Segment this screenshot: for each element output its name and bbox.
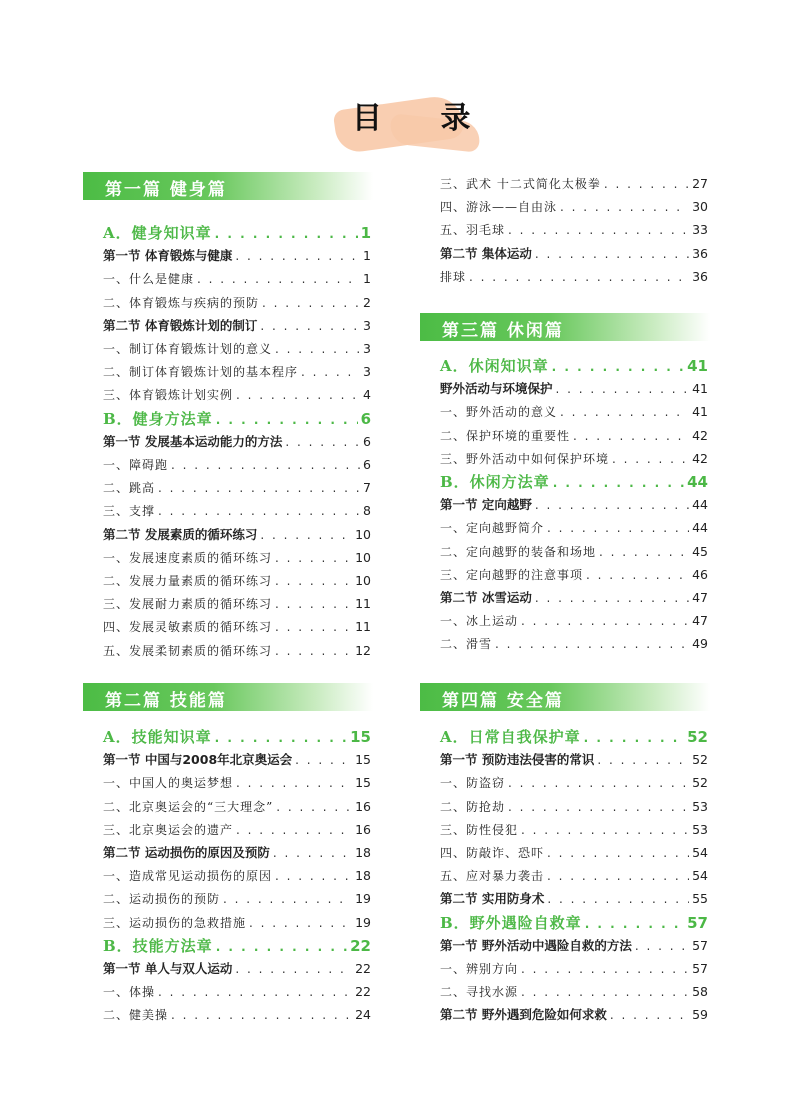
toc-page-number: 2 (363, 294, 371, 310)
toc-section-entry (103, 318, 371, 334)
toc-page-number: 18 (355, 868, 371, 884)
toc-page-number: 52 (692, 752, 708, 768)
toc-page-number: 19 (355, 891, 371, 907)
toc-entry-title: 第二节 体育锻炼计划的制订 (103, 317, 258, 333)
toc-entry-title: 二、运动损伤的预防 (103, 892, 221, 907)
toc-page-number: 55 (692, 891, 708, 907)
toc-dot-leader (275, 643, 352, 659)
toc-subsection-entry (103, 503, 371, 519)
toc-page-number: 22 (355, 961, 371, 976)
toc-dot-leader (552, 359, 684, 375)
toc-subsection-entry (103, 550, 371, 566)
toc-section-entry (440, 381, 708, 397)
toc-entry-title: 二、防抢劫 (440, 799, 506, 814)
toc-entry-title: 一、什么是健康 (103, 272, 195, 287)
toc-dot-leader (547, 868, 689, 884)
toc-subsection-entry (440, 845, 708, 861)
toc-section-entry (103, 527, 371, 543)
toc-dot-leader (275, 868, 352, 884)
toc-subsection-entry (440, 222, 708, 238)
toc-page-number: 7 (363, 480, 371, 496)
toc-page-number: 3 (363, 364, 371, 380)
toc-dot-leader (171, 1007, 352, 1023)
toc-dot-leader (553, 475, 684, 491)
toc-page-number: 42 (692, 427, 708, 443)
toc-page-number: 41 (692, 404, 708, 420)
toc-dot-leader (197, 271, 360, 287)
toc-section-entry (440, 497, 708, 513)
toc-page-number: 15 (350, 728, 371, 746)
toc-entry-title: 一、定向越野简介 (440, 521, 545, 536)
toc-dot-leader (158, 503, 360, 519)
toc-page-number: 41 (692, 381, 708, 397)
part-banner (83, 683, 373, 711)
toc-page-number: 10 (355, 573, 371, 588)
part-banner-title: 第四篇 安全篇 (442, 691, 564, 711)
toc-page-number: 15 (355, 752, 371, 768)
toc-page-number: 18 (355, 845, 371, 860)
toc-dot-leader (556, 381, 690, 397)
toc-entry-title: 二、发展力量素质的循环练习 (103, 574, 273, 588)
toc-page-number: 6 (360, 409, 371, 428)
toc-dot-leader (275, 596, 352, 612)
toc-dot-leader (273, 845, 352, 861)
toc-subsection-entry (103, 364, 371, 380)
toc-dot-leader (260, 527, 352, 543)
toc-entry-title: 一、辨别方向 (440, 962, 519, 976)
toc-entry-title: 二、保护环境的重要性 (440, 428, 571, 443)
page-title-block (330, 88, 495, 150)
toc-chapter-entry (440, 915, 708, 932)
toc-dot-leader (635, 938, 689, 954)
toc-dot-leader (158, 480, 360, 496)
toc-entry-title: 第一节 中国与2008年北京奥运会 (103, 752, 293, 768)
toc-subsection-entry (440, 984, 708, 1000)
toc-section-entry (103, 434, 371, 450)
toc-page-number: 42 (692, 450, 708, 466)
toc-section-entry (440, 891, 708, 907)
toc-subsection-entry (103, 984, 371, 1000)
toc-chapter-entry (103, 729, 371, 746)
toc-subsection-entry (103, 457, 371, 473)
toc-subsection-entry (440, 613, 708, 629)
toc-chapter-entry (103, 411, 371, 428)
toc-dot-leader (276, 799, 352, 815)
toc-entry-title: 二、体育锻炼与疾病的预防 (103, 295, 260, 310)
toc-subsection-entry (103, 596, 371, 612)
toc-page-number: 33 (692, 222, 708, 238)
toc-entry-title: 四、游泳——自由泳 (440, 200, 558, 215)
toc-entry-title: 三、防性侵犯 (440, 822, 519, 837)
toc-entry-title: 三、北京奥运会的遗产 (103, 822, 234, 837)
toc-page-number: 36 (692, 245, 708, 261)
toc-entry-title: 第二节 实用防身术 (440, 891, 545, 907)
toc-dot-leader (249, 915, 352, 931)
toc-entry-title: 三、野外活动中如何保护环境 (440, 451, 610, 466)
toc-chapter-entry (103, 938, 371, 955)
toc-dot-leader (535, 497, 689, 513)
toc-dot-leader (535, 246, 689, 262)
toc-entry-title: 五、羽毛球 (440, 223, 506, 238)
toc-entry-title: 四、发展灵敏素质的循环练习 (103, 620, 273, 635)
toc-page-number: 52 (687, 728, 708, 746)
toc-section-entry (440, 938, 708, 954)
toc-page-number: 16 (355, 798, 371, 814)
toc-dot-leader (597, 752, 689, 768)
toc-subsection-entry (103, 915, 371, 931)
toc-page-number: 44 (692, 497, 708, 513)
toc-entry-title: 第二节 集体运动 (440, 245, 532, 261)
toc-entry-title: 三、武术 十二式简化太极拳 (440, 177, 601, 191)
toc-subsection-entry (440, 961, 708, 977)
toc-page-number: 6 (363, 457, 371, 472)
toc-entry-title: 排球 (440, 269, 467, 284)
toc-subsection-entry (103, 643, 371, 659)
toc-entry-title: 第二节 发展素质的循环练习 (103, 526, 258, 542)
toc-dot-leader (275, 550, 352, 566)
toc-page-number: 15 (355, 775, 371, 791)
toc-entry-title: B．休闲方法章 (440, 473, 550, 491)
toc-page-number: 24 (355, 1007, 371, 1023)
toc-entry-title: 一、造成常见运动损伤的原因 (103, 869, 273, 884)
toc-subsection-entry (103, 573, 371, 589)
toc-page-number: 1 (363, 248, 371, 264)
toc-page-number: 46 (692, 566, 708, 582)
toc-page-number: 36 (692, 268, 708, 284)
toc-entry-title: 一、中国人的奥运梦想 (103, 776, 234, 791)
toc-entry-title: 一、发展速度素质的循环练习 (103, 550, 273, 565)
toc-entry-title: 二、健美操 (103, 1008, 169, 1023)
toc-subsection-entry (103, 868, 371, 884)
toc-page-number: 58 (692, 984, 708, 1000)
toc-page-number: 22 (355, 984, 371, 1000)
toc-page-number: 11 (355, 619, 371, 635)
toc-page-number: 59 (692, 1007, 708, 1023)
toc-dot-leader (560, 199, 689, 215)
toc-subsection-entry (440, 868, 708, 884)
toc-dot-leader (547, 845, 689, 861)
toc-dot-leader (223, 891, 352, 907)
toc-entry-title: 第一节 预防违法侵害的常识 (440, 752, 595, 768)
toc-section-entry (440, 246, 708, 262)
toc-page-number: 47 (692, 613, 708, 629)
toc-subsection-entry (440, 269, 708, 285)
page-title: 目 录 (352, 101, 495, 136)
toc-entry-title: 第一节 体育锻炼与健康 (103, 248, 233, 264)
toc-subsection-entry (103, 619, 371, 635)
toc-entry-title: 二、定向越野的装备和场地 (440, 544, 597, 559)
toc-page-number: 4 (363, 387, 371, 403)
part-banner-title: 第二篇 技能篇 (105, 691, 227, 711)
toc-subsection-entry (103, 822, 371, 838)
toc-chapter-entry (440, 729, 708, 746)
toc-entry-title: 第一节 单人与双人运动 (103, 961, 233, 976)
toc-dot-leader (216, 939, 347, 955)
toc-section-entry (440, 1007, 708, 1023)
toc-entry-title: 二、滑雪 (440, 637, 493, 652)
toc-dot-leader (521, 961, 689, 977)
toc-subsection-entry (440, 404, 708, 420)
toc-entry-title: A．技能知识章 (103, 728, 212, 746)
toc-entry-title: 二、北京奥运会的“三大理念” (103, 799, 274, 814)
toc-dot-leader (235, 961, 352, 977)
toc-dot-leader (236, 387, 360, 403)
part-banner-title: 第三篇 休闲篇 (442, 321, 564, 341)
toc-subsection-entry (440, 636, 708, 652)
toc-page-number: 44 (692, 520, 708, 536)
toc-dot-leader (604, 176, 689, 192)
part-banner (83, 172, 373, 200)
toc-page-number: 16 (355, 821, 371, 837)
toc-page-number: 11 (355, 596, 371, 612)
toc-subsection-entry (103, 341, 371, 357)
toc-subsection-entry (103, 387, 371, 403)
toc-dot-leader (275, 619, 352, 635)
toc-subsection-entry (103, 271, 371, 287)
toc-subsection-entry (440, 176, 708, 192)
toc-section-entry (103, 248, 371, 264)
toc-dot-leader (275, 573, 352, 589)
toc-dot-leader (535, 590, 689, 606)
toc-page-number: 3 (363, 341, 371, 356)
toc-entry-title: 第二节 野外遇到危险如何求救 (440, 1007, 607, 1023)
toc-dot-leader (521, 822, 689, 838)
toc-dot-leader (469, 269, 689, 285)
toc-entry-title: A．休闲知识章 (440, 357, 549, 375)
toc-subsection-entry (440, 567, 708, 583)
toc-entry-title: A．日常自我保护章 (440, 728, 581, 746)
toc-entry-title: 四、防敲诈、恐吓 (440, 846, 545, 860)
toc-subsection-entry (440, 799, 708, 815)
toc-dot-leader (610, 1007, 689, 1023)
toc-dot-leader (301, 364, 360, 380)
toc-dot-leader (236, 822, 352, 838)
toc-subsection-entry (440, 520, 708, 536)
toc-entry-title: 五、发展柔韧素质的循环练习 (103, 643, 273, 658)
toc-dot-leader (260, 318, 360, 334)
toc-subsection-entry (103, 891, 371, 907)
part-banner-title: 第一篇 健身篇 (105, 180, 227, 200)
toc-page-number: 3 (363, 317, 371, 333)
toc-subsection-entry (103, 799, 371, 815)
toc-dot-leader (275, 341, 360, 357)
toc-page-number: 44 (687, 473, 708, 491)
toc-page-number: 8 (363, 503, 371, 519)
toc-page-number: 27 (692, 176, 708, 191)
toc-entry-title: 二、制订体育锻炼计划的基本程序 (103, 365, 299, 380)
toc-entry-title: 第一节 定向越野 (440, 497, 532, 513)
toc-page-number: 41 (687, 357, 708, 375)
toc-page-number: 22 (350, 936, 371, 955)
toc-entry-title: B．健身方法章 (103, 409, 213, 428)
toc-page-number: 19 (355, 914, 371, 930)
toc-page-number: 57 (687, 913, 708, 932)
toc-entry-title: 五、应对暴力袭击 (440, 869, 545, 884)
toc-chapter-entry (440, 474, 708, 491)
toc-entry-title: 三、支撑 (103, 504, 156, 519)
toc-page-number: 30 (692, 199, 708, 215)
toc-page-number: 1 (363, 271, 371, 287)
toc-page-number: 54 (692, 845, 708, 860)
toc-dot-leader (521, 613, 689, 629)
toc-entry-title: 一、防盗窃 (440, 776, 506, 791)
toc-subsection-entry (440, 775, 708, 791)
toc-dot-leader (612, 451, 689, 467)
toc-page-number: 54 (692, 868, 708, 884)
toc-chapter-entry (103, 225, 371, 242)
toc-dot-leader (599, 544, 689, 560)
toc-subsection-entry (440, 428, 708, 444)
part-banner (420, 683, 710, 711)
toc-dot-leader (560, 404, 689, 420)
toc-subsection-entry (103, 480, 371, 496)
toc-dot-leader (584, 730, 684, 746)
toc-dot-leader (236, 775, 352, 791)
toc-page-number: 53 (692, 798, 708, 814)
toc-dot-leader (586, 567, 689, 583)
toc-entry-title: 一、冰上运动 (440, 614, 519, 629)
toc-section-entry (440, 590, 708, 606)
toc-page-number: 45 (692, 543, 708, 559)
toc-dot-leader (585, 916, 684, 932)
toc-page-number: 10 (355, 549, 371, 565)
toc-dot-leader (215, 730, 347, 746)
toc-page-number: 6 (363, 433, 371, 449)
toc-page-number: 57 (692, 937, 708, 953)
toc-entry-title: 野外活动与环境保护 (440, 381, 553, 397)
toc-section-entry (103, 845, 371, 861)
toc-entry-title: 一、制订体育锻炼计划的意义 (103, 342, 273, 356)
toc-chapter-entry (440, 358, 708, 375)
toc-entry-title: 三、发展耐力素质的循环练习 (103, 597, 273, 612)
toc-dot-leader (171, 457, 360, 473)
toc-page-number: 47 (692, 590, 708, 605)
toc-subsection-entry (103, 295, 371, 311)
toc-page-number: 10 (355, 526, 371, 542)
toc-dot-leader (158, 984, 352, 1000)
toc-dot-leader (262, 295, 360, 311)
toc-section-entry (440, 752, 708, 768)
toc-dot-leader (508, 799, 689, 815)
toc-entry-title: 第一节 野外活动中遇险自救的方法 (440, 937, 632, 953)
toc-page-number: 12 (355, 642, 371, 658)
toc-dot-leader (235, 248, 360, 264)
toc-entry-title: 二、寻找水源 (440, 985, 519, 1000)
toc-subsection-entry (440, 822, 708, 838)
toc-dot-leader (216, 412, 358, 428)
toc-dot-leader (573, 428, 689, 444)
toc-page-number: 1 (360, 224, 371, 242)
toc-subsection-entry (103, 1007, 371, 1023)
toc-entry-title: B．技能方法章 (103, 936, 213, 955)
toc-dot-leader (508, 775, 689, 791)
toc-dot-leader (495, 636, 689, 652)
toc-entry-title: 三、定向越野的注意事项 (440, 567, 584, 582)
toc-dot-leader (295, 752, 352, 768)
toc-entry-title: 一、障碍跑 (103, 458, 169, 472)
toc-entry-title: 一、野外活动的意义 (440, 405, 558, 420)
toc-page-number: 57 (692, 961, 708, 976)
toc-entry-title: 第二节 运动损伤的原因及预防 (103, 845, 270, 860)
toc-entry-title: 第一节 发展基本运动能力的方法 (103, 433, 283, 449)
toc-page-number: 49 (692, 636, 708, 652)
toc-entry-title: 一、体操 (103, 985, 156, 1000)
toc-subsection-entry (103, 775, 371, 791)
toc-page-number: 53 (692, 821, 708, 837)
toc-dot-leader (215, 226, 358, 242)
toc-entry-title: 二、跳高 (103, 481, 156, 496)
toc-entry-title: 三、运动损伤的急救措施 (103, 915, 247, 930)
toc-dot-leader (547, 520, 689, 536)
toc-entry-title: A．健身知识章 (103, 224, 212, 242)
toc-subsection-entry (440, 451, 708, 467)
toc-dot-leader (547, 891, 689, 907)
toc-dot-leader (508, 222, 689, 238)
toc-section-entry (103, 752, 371, 768)
toc-dot-leader (521, 984, 689, 1000)
toc-subsection-entry (440, 199, 708, 215)
toc-entry-title: 三、体育锻炼计划实例 (103, 388, 234, 403)
toc-entry-title: B．野外遇险自救章 (440, 913, 582, 932)
part-banner (420, 313, 710, 341)
toc-subsection-entry (440, 544, 708, 560)
toc-dot-leader (285, 434, 360, 450)
toc-entry-title: 第二节 冰雪运动 (440, 590, 532, 605)
toc-page-number: 52 (692, 775, 708, 791)
toc-section-entry (103, 961, 371, 977)
